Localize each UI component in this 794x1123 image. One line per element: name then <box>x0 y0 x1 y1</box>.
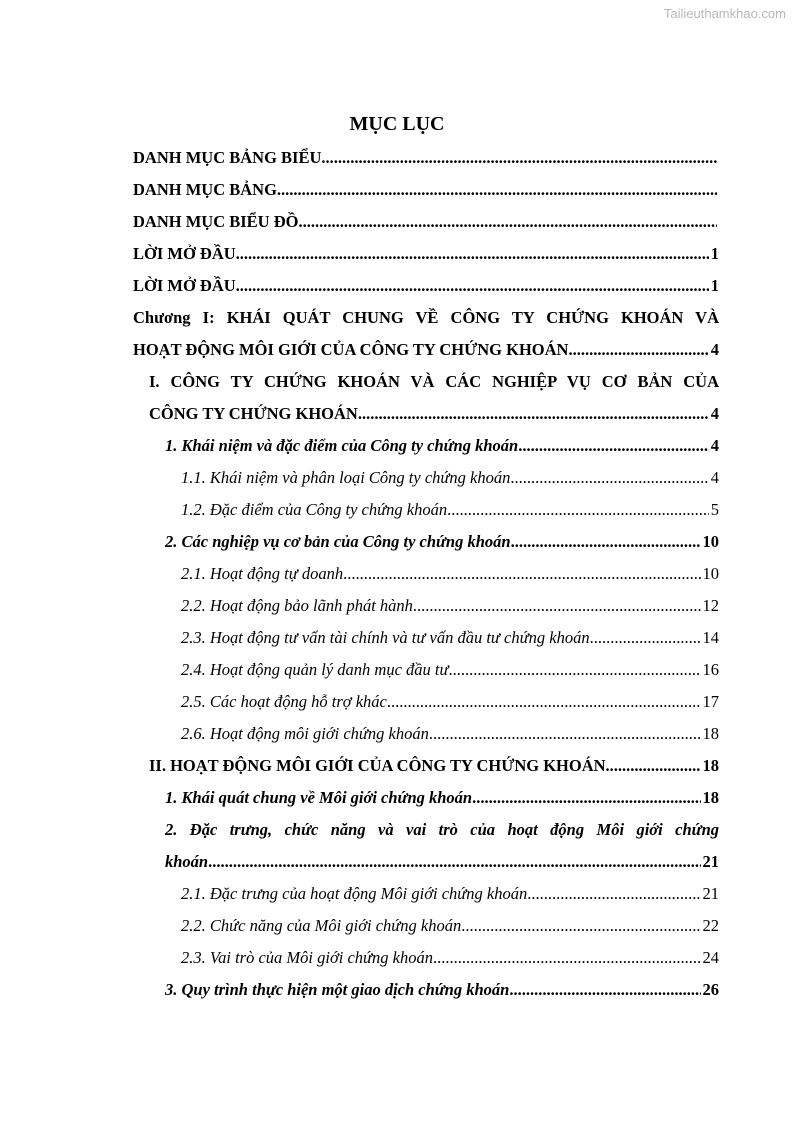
toc-entry[interactable]: 2.1. Hoạt động tự doanh ..... 10 <box>181 564 719 595</box>
toc-entry[interactable]: DANH MỤC BẢNG BIỂU ..... <box>133 148 719 179</box>
toc-entry-chapter-line2[interactable]: HOẠT ĐỘNG MÔI GIỚI CỦA CÔNG TY CHỨNG KHOÁN ..... 4 <box>133 340 719 371</box>
toc-entry[interactable]: 2.2. Hoạt động bảo lãnh phát hành ..... 12 <box>181 596 719 627</box>
toc-entry[interactable]: LỜI MỞ ĐẦU ..... 1 <box>133 276 719 307</box>
toc-entry-chapter-line1[interactable]: Chương I: KHÁI QUÁT CHUNG VỀ CÔNG TY CHỨNG KHOÁN VÀ <box>133 308 719 327</box>
toc-entry-line2[interactable]: khoán ..... 21 <box>165 852 719 883</box>
toc-entry[interactable]: 2. Các nghiệp vụ cơ bản của Công ty chứng khoán ..... 10 <box>165 532 719 563</box>
toc-entry[interactable]: 1. Khái quát chung về Môi giới chứng khoán ..... 18 <box>165 788 719 819</box>
toc-entry-section-line2[interactable]: CÔNG TY CHỨNG KHOÁN ..... 4 <box>149 404 719 435</box>
page-title: MỤC LỤC <box>349 113 445 135</box>
toc-entry[interactable]: 2.3. Hoạt động tư vấn tài chính và tư vấn đầu tư chứng khoán ..... 14 <box>181 628 719 659</box>
toc-entry[interactable]: 3. Quy trình thực hiện một giao dịch chứng khoán ..... 26 <box>165 980 719 1011</box>
toc-entry[interactable]: II. HOẠT ĐỘNG MÔI GIỚI CỦA CÔNG TY CHỨNG KHOÁN ..... 18 <box>149 756 719 787</box>
toc-entry[interactable]: 2.5. Các hoạt động hỗ trợ khác ..... 17 <box>181 692 719 723</box>
watermark: Tailieuthamkhao.com <box>663 6 786 21</box>
toc-entry[interactable]: 2.6. Hoạt động môi giới chứng khoán ..... 18 <box>181 724 719 755</box>
toc-entry[interactable]: DANH MỤC BẢNG ..... <box>133 180 719 211</box>
toc-entry[interactable]: 2.3. Vai trò của Môi giới chứng khoán ..... 24 <box>181 948 719 979</box>
toc-entry-line1[interactable]: 2. Đặc trưng, chức năng và vai trò của hoạt động Môi giới chứng <box>165 820 719 839</box>
toc-entry[interactable]: 1.2. Đặc điểm của Công ty chứng khoán ..... 5 <box>181 500 719 531</box>
toc-entry[interactable]: 1.1. Khái niệm và phân loại Công ty chứng khoán ..... 4 <box>181 468 719 499</box>
toc-entry[interactable]: 1. Khái niệm và đặc điểm của Công ty chứng khoán ..... 4 <box>165 436 719 467</box>
toc-entry[interactable]: 2.1. Đặc trưng của hoạt động Môi giới chứng khoán ..... 21 <box>181 884 719 915</box>
toc-entry[interactable]: 2.4. Hoạt động quản lý danh mục đầu tư ..... 16 <box>181 660 719 691</box>
toc-entry[interactable]: DANH MỤC BIỂU ĐỒ ..... <box>133 212 719 243</box>
toc-entry[interactable]: 2.2. Chức năng của Môi giới chứng khoán ..... 22 <box>181 916 719 947</box>
toc-entry[interactable]: LỜI MỞ ĐẦU ..... 1 <box>133 244 719 275</box>
toc-entry-section-line1[interactable]: I. CÔNG TY CHỨNG KHOÁN VÀ CÁC NGHIỆP VỤ CƠ BẢN CỦA <box>149 372 719 391</box>
